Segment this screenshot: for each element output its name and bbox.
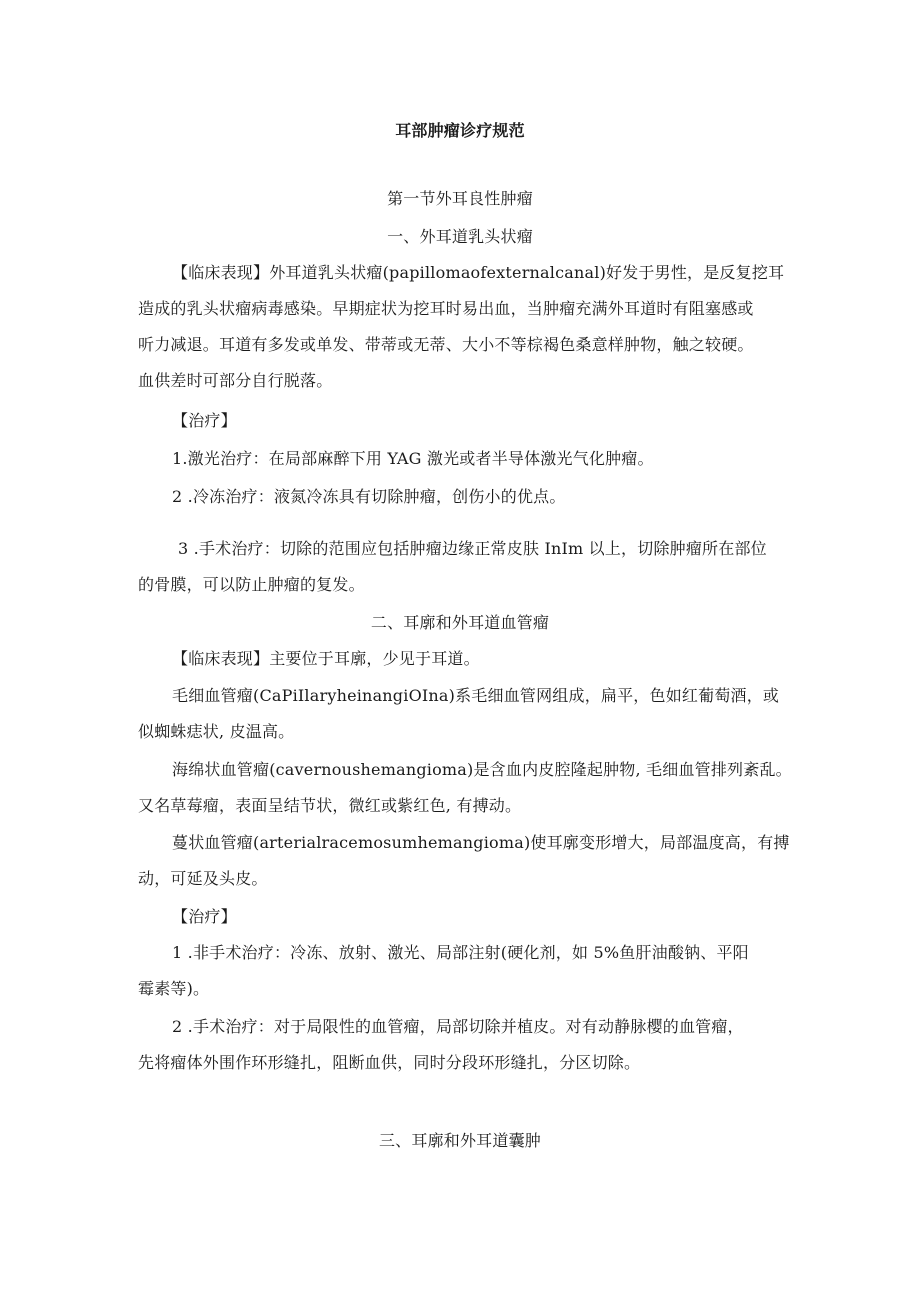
paragraph-line: 又名草莓瘤，表面呈结节状，微红或紫红色, 有搏动。: [138, 796, 522, 815]
list-item: 1.激光治疗：在局部麻醉下用 YAG 激光或者半导体激光气化肿瘤。: [172, 449, 654, 468]
paragraph-line: 【临床表现】主要位于耳廓，少见于耳道。: [172, 649, 480, 668]
subsection-heading: 一、外耳道乳头状瘤: [387, 227, 533, 246]
paragraph-line: 海绵状血管瘤(cavernoushemangioma)是含血内皮腔隆起肿物, 毛细血管排列紊乱。: [172, 760, 792, 779]
paragraph-line: 造成的乳头状瘤病毒感染。早期症状为挖耳时易出血，当肿瘤充满外耳道时有阻塞感或: [138, 299, 754, 318]
paragraph-line: 蔓状血管瘤(arterialracemosumhemangioma)使耳廓变形增大，局部温度高，有搏: [172, 833, 790, 852]
subsection-heading: 二、耳廓和外耳道血管瘤: [370, 613, 550, 632]
list-item-continuation: 先将瘤体外围作环形缝扎，阻断血供，同时分段环形缝扎，分区切除。: [138, 1053, 641, 1072]
subsection-heading: 三、耳廓和外耳道囊肿: [378, 1131, 541, 1150]
treatment-heading: 【治疗】: [172, 411, 237, 430]
paragraph-line: 毛细血管瘤(CaPiIlaryheinangiOIna)系毛细血管网组成，扁平，色如红葡萄酒，或: [172, 686, 780, 705]
list-item-continuation: 霉素等)。: [138, 979, 210, 998]
document-title: 耳部肿瘤诊疗规范: [395, 121, 525, 140]
list-item: 1 .非手术治疗：冷冻、放射、激光、局部注射(硬化剂，如 5%鱼肝油酸钠、平阳: [172, 943, 749, 962]
list-item-continuation: 的骨膜，可以防止肿瘤的复发。: [138, 575, 365, 594]
paragraph-line: 【临床表现】外耳道乳头状瘤(papillomaofexternalcanal)好发于男性，是反复挖耳: [172, 263, 785, 282]
list-item: 2 .手术治疗：对于局限性的血管瘤，局部切除并植皮。对有动静脉樱的血管瘤，: [172, 1017, 744, 1036]
paragraph-line: 血供差时可部分自行脱落。: [138, 371, 333, 390]
list-item: 3 .手术治疗：切除的范围应包括肿瘤边缘正常皮肤 InIm 以上，切除肿瘤所在部位: [178, 539, 767, 558]
treatment-heading: 【治疗】: [172, 907, 237, 926]
list-item: 2 .冷冻治疗：液氮冷冻具有切除肿瘤，创伤小的优点。: [172, 487, 566, 506]
paragraph-line: 似蜘蛛痣状, 皮温高。: [138, 722, 295, 741]
paragraph-line: 动，可延及头皮。: [138, 869, 268, 888]
section-heading: 第一节外耳良性肿瘤: [387, 189, 533, 208]
paragraph-line: 听力减退。耳道有多发或单发、带蒂或无蒂、大小不等棕褐色桑意样肿物，触之较硬。: [138, 335, 754, 354]
